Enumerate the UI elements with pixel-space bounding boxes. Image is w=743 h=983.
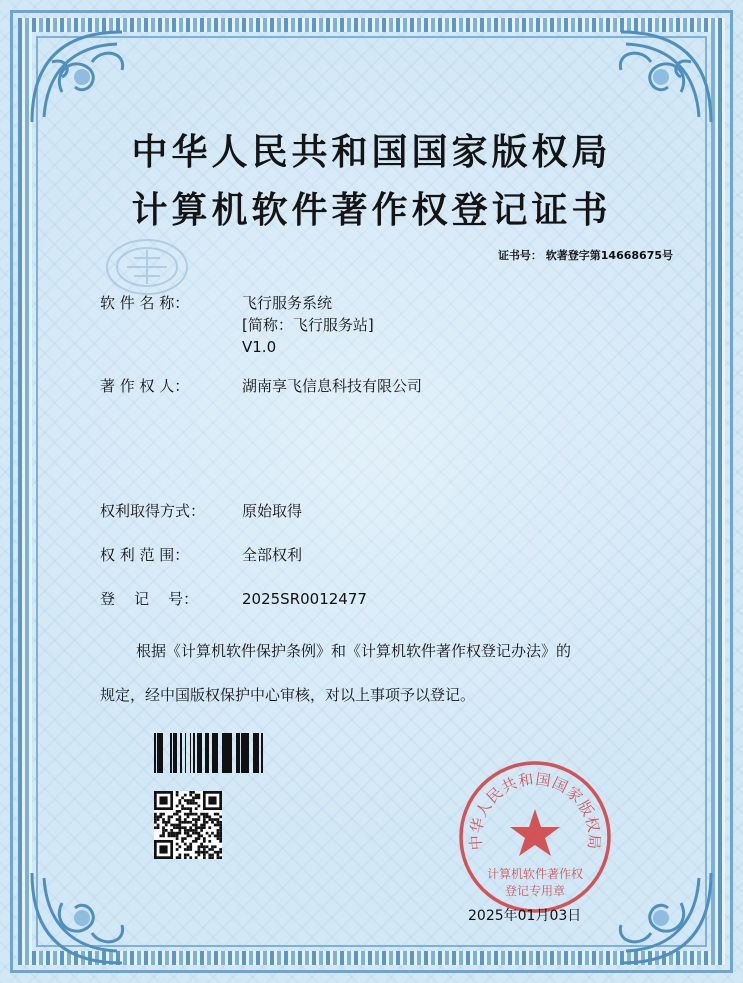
software-version-line: V1.0 [242,338,277,356]
registration-number-label: 登 记 号： [100,590,199,608]
official-seal [455,757,615,917]
title-authority: 中华人民共和国国家版权局 [131,131,612,173]
acquisition-method-label: 权利取得方式： [100,502,206,520]
statement-line-1: 根据《计算机软件保护条例》和《计算机软件著作权登记办法》的 [136,642,572,660]
certificate-number: 证书号： 软著登字第14668675号 [497,249,673,262]
software-name-label: 软 件 名 称： [100,294,190,312]
title-certificate: 计算机软件著作权登记证书 [131,189,612,231]
seal-line-2: 登记专用章 [504,884,566,898]
seal-star-icon [510,809,560,856]
software-name-line: 飞行服务系统 [242,294,333,312]
software-short-name-line: [简称：飞行服务站] [242,316,374,334]
copyright-owner-value: 湖南享飞信息科技有限公司 [242,377,423,395]
seal-line-1: 计算机软件著作权 [486,867,584,881]
corner-ornament-bottom-left [22,853,152,973]
copyright-owner-label: 著 作 权 人： [100,377,190,395]
barcode [154,733,265,773]
acquisition-method-value: 原始取得 [242,502,303,520]
rights-scope-label: 权 利 范 围： [100,546,190,564]
software-name-value [242,292,374,358]
issue-date: 2025年01月03日 [468,908,582,924]
qr-code [154,791,222,859]
registration-number-value: 2025SR0012477 [242,590,367,608]
statement-line-2: 规定，经中国版权保护中心审核，对以上事项予以登记。 [100,686,476,704]
emblem-watermark-icon [102,236,192,298]
seal-top-text: 中华人民共和国国家版权局 [466,769,604,851]
rights-scope-value: 全部权利 [242,546,303,564]
